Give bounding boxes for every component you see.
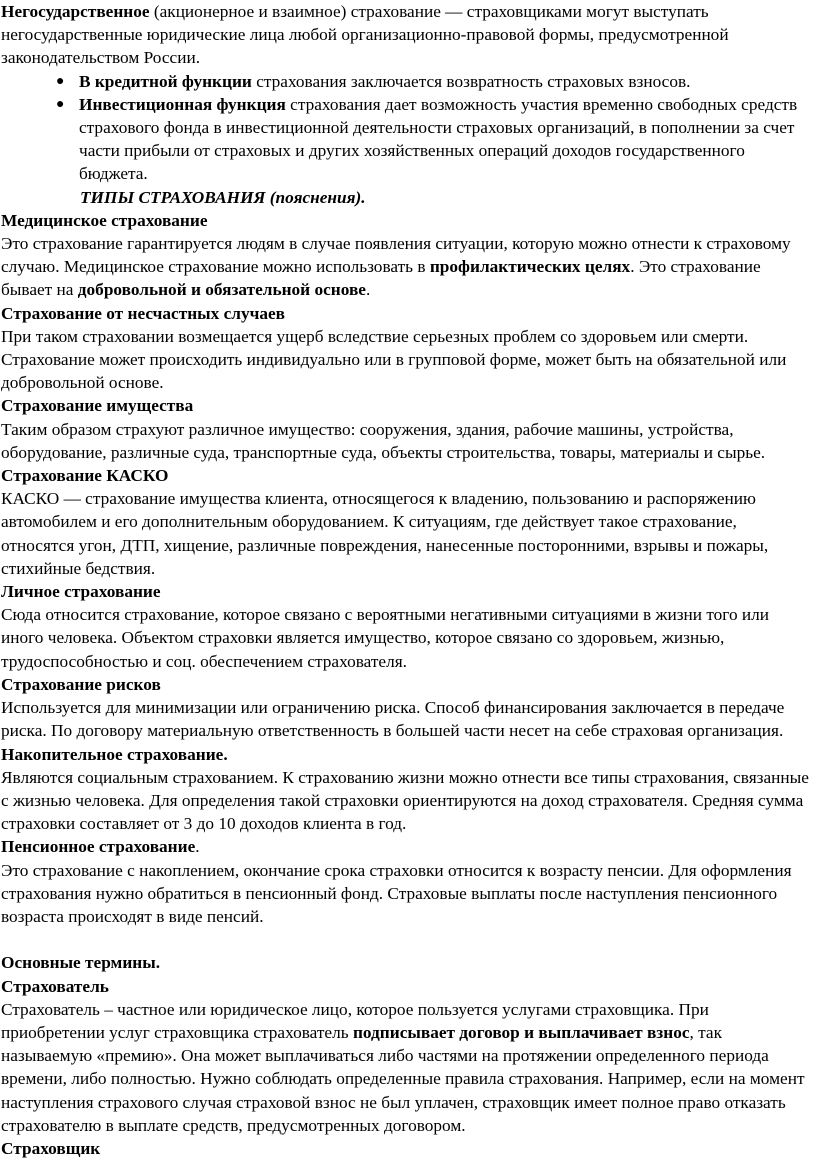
- section-title-risks: Страхование рисков: [1, 674, 161, 694]
- bullet-bold: В кредитной функции: [79, 71, 252, 91]
- term-text-insured: [0, 998, 812, 1137]
- medical-text-2: . Это страхование бывает на: [1, 257, 761, 300]
- medical-bold-1: профилактических целях: [429, 257, 631, 277]
- insured-text-1: Страхователь – частное или юридическое лицо, которое пользуется услугами страховщика. При приобретении услуг страховщика страхователь: [1, 999, 709, 1042]
- bullet-text: страхования дает возможность участия временно свободных средств страхового фонда в инвестиционной деятельности страховых организаций, в пополнении за счет части прибыли от страховых и других хозяйственных операций доходов государственного бюджета.: [79, 94, 798, 184]
- intro-paragraph: [0, 0, 812, 70]
- bullet-item-investment: [0, 93, 812, 186]
- bullet-dot-icon: ●: [56, 73, 65, 89]
- intro-bold: Негосударственное: [1, 2, 150, 21]
- blank-line: [0, 928, 812, 951]
- section-title-property: Страхование имущества: [1, 396, 194, 416]
- section-text-risks: Используется для минимизации или ограничению риска. Способ финансирования заключается в передаче риска. По договору материальную ответственность в большей части несет на себе страховая организация.: [1, 698, 785, 741]
- bullet-text: страхования заключается возвратность страховых взносов.: [251, 71, 691, 91]
- section-text-kasko: КАСКО — страхование имущества клиента, относящегося к владению, пользованию и распоряжению автомобилем и его дополнительным оборудованием. К ситуациям, где действует такое страхование, относятся угон, ДТП, хищение, различные повреждения, нанесенные посторонними, взрывы и пожары, стихийные бедствия.: [1, 489, 769, 578]
- medical-text-3: .: [365, 280, 371, 300]
- pension-title-tail: .: [195, 837, 200, 857]
- medical-text-1: Это страхование гарантируется людям в случае появления ситуации, которую можно отнести к страховому случаю. Медицинское страхование можно использовать в: [1, 234, 791, 277]
- intro-text: (акционерное и взаимное) страхование — страховщиками могут выступать негосударственные юридические лица любой организационно-правовой формы, предусмотренной законодательством России.: [1, 2, 729, 68]
- section-text-property: Таким образом страхуют различное имущество: сооружения, здания, рабочие машины, устройства, оборудование, различные суда, транспортные суда, объекты строительства, товары, материалы и сырье.: [1, 419, 766, 462]
- term-title-insurer: Страховщик: [1, 1138, 101, 1158]
- section-title-pension-line: [0, 835, 812, 858]
- section-title-medical: Медицинское страхование: [1, 210, 208, 230]
- section-title-pension: Пенсионное страхование: [1, 837, 196, 857]
- insured-bold-1: подписывает договор и выплачивает взнос: [352, 1022, 690, 1042]
- section-title-accident: Страхование от несчастных случаев: [1, 303, 286, 323]
- terms-title: Основные термины.: [1, 953, 161, 973]
- section-text-pension: Это страхование с накоплением, окончание срока страховки относится к возрасту пенсии. Для оформления страхования нужно обратиться в пенсионный фонд. Страховые выплаты после наступления пенсионного возраста происходят в виде пенсий.: [1, 860, 792, 926]
- bullet-item-credit: [0, 70, 812, 93]
- section-text-accident: При таком страховании возмещается ущерб вследствие серьезных проблем со здоровьем или смерти. Страхование может происходить индивидуально или в групповой форме, может быть на обязательной или добровольной основе.: [1, 326, 787, 393]
- section-text-personal: Сюда относится страхование, которое связано с вероятными негативными ситуациями в жизни того или иного человека. Объектом страховки является имущество, которое связано со здоровьем, жизнью, трудоспособностью и соц. обеспечением страхователя.: [1, 605, 770, 671]
- section-title-savings: Накопительное страхование.: [1, 744, 228, 764]
- section-title-personal: Личное страхование: [1, 582, 161, 602]
- term-title-insured: Страхователь: [1, 976, 109, 996]
- section-title-kasko: Страхование КАСКО: [1, 466, 169, 486]
- medical-bold-2: добровольной и обязательной основе: [77, 280, 366, 300]
- section-text-medical: [0, 232, 812, 302]
- section-text-savings: Являются социальным страхованием. К страхованию жизни можно отнести все типы страхования, связанные с жизнью человека. Для определения такой страховки ориентируются на доход страхователя. Средняя сумма страховки составляет от 3 до 10 доходов клиента в год.: [1, 767, 809, 834]
- function-bullet-list: [0, 70, 812, 186]
- types-title: ТИПЫ СТРАХОВАНИЯ (пояснения).: [80, 187, 366, 207]
- insured-text-2: , так называемую «премию». Она может выплачиваться либо частями на протяжении определенного периода времени, либо полностью. Нужно соблюдать определенные правила страхования. Например, если на момент наступления страхового случая страховой взнос не был уплачен, страховщик имеет полное право отказать страхователю в выплате средств, предусмотренных договором.: [1, 1022, 805, 1135]
- bullet-bold: Инвестиционная функция: [79, 94, 286, 114]
- bullet-dot-icon: ●: [56, 96, 65, 112]
